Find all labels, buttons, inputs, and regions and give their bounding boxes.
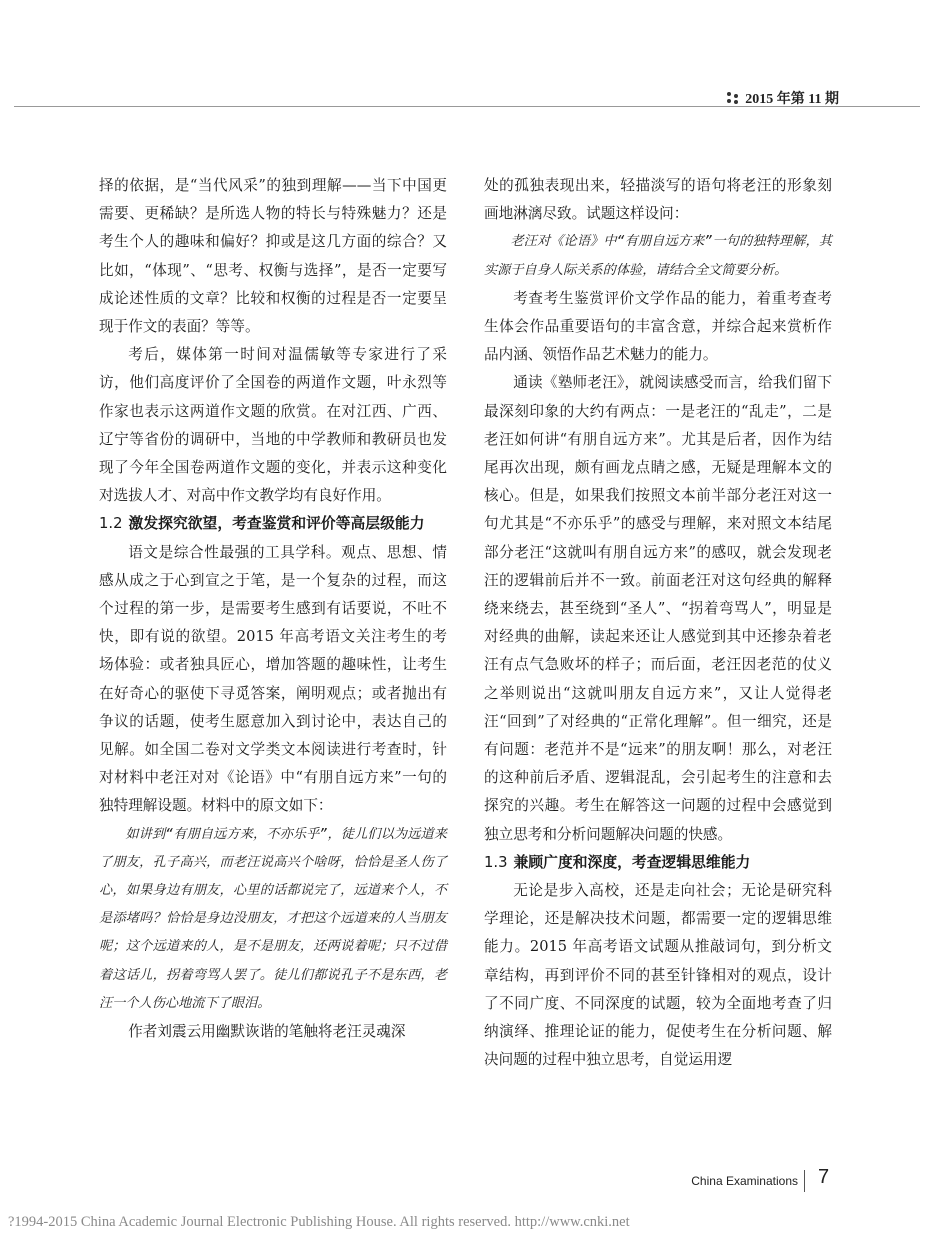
header-dots-icon <box>727 92 739 104</box>
block-quote: 老汪对《论语》中“有朋自远方来”一句的独特理解，其实源于自身人际关系的体验，请结合全文简要分析。 <box>484 234 832 278</box>
copyright-notice: ?1994-2015 China Academic Journal Electronic Publishing House. All rights reserved. http://www.cnki.net <box>8 1214 630 1230</box>
section-heading-1-2 <box>99 510 447 538</box>
paragraph: 考后，媒体第一时间对温儒敏等专家进行了采访，他们高度评价了全国卷的两道作文题，叶永烈等作家也表示这两道作文题的欣赏。在对江西、广西、辽宁等省份的调研中，当地的中学教师和教研员也发现了今年全国卷两道作文题的变化，并表示这种变化对选拔人才、对高中作文教学均有良好作用。 <box>99 346 447 505</box>
section-heading-1-3 <box>484 849 832 877</box>
paragraph: 作者刘震云用幽默诙谐的笔触将老汪灵魂深 <box>128 1023 406 1041</box>
footer-journal-name: China Examinations <box>691 1174 798 1188</box>
block-quote: 如讲到“有朋自远方来，不亦乐乎”，徒儿们以为远道来了朋友，孔子高兴，而老汪说高兴个啥呀，恰恰是圣人伤了心，如果身边有朋友，心里的话都说完了，远道来个人，不是添堵吗？恰恰是身边没朋友，才把这个远道来的人当朋友呢；这个远道来的人，是不是朋友，还两说着呢；只不过借着这话儿，拐着弯骂人罢了。徒儿们都说孔子不是东西，老汪一个人伤心地流下了眼泪。 <box>99 826 447 1011</box>
section-number: 1.3 <box>484 853 508 871</box>
paragraph: 通读《塾师老汪》，就阅读感受而言，给我们留下最深刻印象的大约有两点：一是老汪的“乱走”，二是老汪如何讲“有朋自远方来”。尤其是后者，因作为结尾再次出现，颇有画龙点睛之感，无疑是理解本文的核心。但是，如果我们按照文本前半部分老汪对这一句尤其是“不亦乐乎”的感受与理解，来对照文本结尾部分老汪“这就叫有朋自远方来”的感叹，就会发现老汪的逻辑前后并不一致。前面老汪对这句经典的解释绕来绕去，甚至绕到“圣人”、“拐着弯骂人”，明显是对经典的曲解，读起来还让人感觉到其中还掺杂着老汪有点气急败坏的样子；而后面，老汪因老范的仗义之举则说出“这就叫朋友自远方来”，又让人觉得老汪“回到”了对经典的“正常化理解”。但一细究，还是有问题：老范并不是“远来”的朋友啊！那么，对老汪的这种前后矛盾、逻辑混乱，会引起考生的注意和去探究的兴趣。考生在解答这一问题的过程中会感觉到独立思考和分析问题解决问题的快感。 <box>484 374 832 843</box>
paragraph: 无论是步入高校，还是走向社会；无论是研究科学理论，还是解决技术问题，都需要一定的逻辑思维能力。2015 年高考语文试题从推敲词句，到分析文章结构，再到评价不同的甚至针锋相对的观点，设计了不同广度、不同深度的试题，较为全面地考查了归纳演绎、推理论证的能力，促使考生在分析问题、解决问题的过程中独立思考，自觉运用逻 <box>484 882 832 1069</box>
issue-text: 2015 年第 11 期 <box>745 92 839 107</box>
header-divider <box>14 106 920 107</box>
right-column <box>484 172 832 1075</box>
footer-divider <box>804 1170 805 1192</box>
journal-issue <box>727 88 839 108</box>
paragraph: 考查考生鉴赏评价文学作品的能力，着重考查考生体会作品重要语句的丰富含意，并综合起来赏析作品内涵、领悟作品艺术魅力的能力。 <box>484 289 832 364</box>
section-title: 兼顾广度和深度，考查逻辑思维能力 <box>513 853 751 871</box>
paragraph: 语文是综合性最强的工具学科。观点、思想、情感从成之于心到宣之于笔，是一个复杂的过程，而这个过程的第一步，是需要考生感到有话要说，不吐不快，即有说的欲望。2015 年高考语文关注考生的考场体验：或者独具匠心，增加答题的趣味性，让考生在好奇心的驱使下寻觅答案，阐明观点；或者抛出有争议的话题，使考生愿意加入到讨论中，表达自己的见解。如全国二卷对文学类文本阅读进行考查时，针对材料中老汪对对《论语》中“有朋自远方来”一句的独特理解设题。材料中的原文如下： <box>99 543 447 815</box>
paragraph: 择的依据，是“当代风采”的独到理解——当下中国更需要、更稀缺？是所选人物的特长与特殊魅力？还是考生个人的趣味和偏好？抑或是这几方面的综合？又比如，“体现”、“思考、权衡与选择”，是否一定要写成论述性质的文章？比较和权衡的过程是否一定要呈现于作文的表面？等等。 <box>99 177 447 336</box>
section-number: 1.2 <box>99 515 123 533</box>
paragraph: 处的孤独表现出来，轻描淡写的语句将老汪的形象刻画地淋漓尽致。试题这样设问： <box>484 177 832 223</box>
left-column <box>99 172 447 1046</box>
page-number: 7 <box>818 1166 830 1188</box>
section-title: 激发探究欲望，考查鉴赏和评价等高层级能力 <box>128 515 425 533</box>
